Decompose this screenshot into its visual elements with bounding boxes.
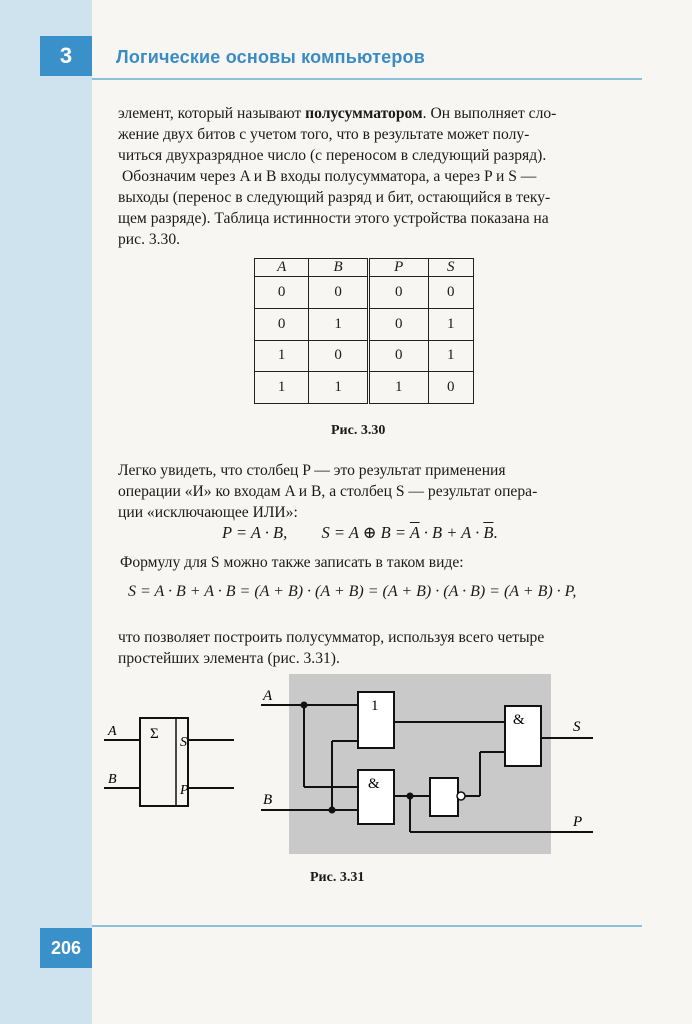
table-cell: 1 bbox=[309, 308, 369, 340]
header-divider bbox=[92, 78, 642, 80]
block-input-a-label: A bbox=[108, 724, 117, 739]
table-cell: 0 bbox=[368, 277, 428, 309]
a-negated: $\overline{A}$ bbox=[409, 523, 420, 542]
paragraph-2-line-4: рис. 3.30. bbox=[118, 231, 181, 248]
and-gate-label: & bbox=[368, 776, 380, 792]
table-row bbox=[255, 308, 474, 340]
formula-p-part: P = A · B, bbox=[222, 523, 288, 542]
table-cell: 0 bbox=[309, 277, 369, 309]
paragraph-2 bbox=[118, 166, 642, 250]
truth-table bbox=[254, 258, 474, 404]
junction-b bbox=[329, 807, 336, 814]
circuit-output-p-label: P bbox=[573, 814, 583, 830]
paragraph-3-line-3: ции «исключающее ИЛИ»: bbox=[118, 504, 298, 521]
half-adder-circuit bbox=[255, 672, 600, 856]
chapter-title: Логические основы компьютеров bbox=[116, 47, 425, 67]
page-number: 206 bbox=[40, 928, 92, 968]
table-cell: 0 bbox=[255, 277, 309, 309]
header-b: B bbox=[309, 259, 369, 277]
table-cell: 0 bbox=[368, 340, 428, 372]
paragraph-3-line-2: операции «И» ко входам A и B, а столбец S — результат опера- bbox=[118, 483, 538, 500]
paragraph-1-line-2: жение двух битов с учетом того, что в результате может полу- bbox=[118, 126, 530, 143]
paragraph-5 bbox=[118, 627, 642, 669]
table-cell: 1 bbox=[368, 372, 428, 404]
table-cell: 1 bbox=[309, 372, 369, 404]
header-p: P bbox=[368, 259, 428, 277]
chapter-number-tab: 3 bbox=[40, 36, 92, 76]
circuit-input-a-label: A bbox=[263, 688, 273, 704]
term-half-adder: полусумматором bbox=[305, 105, 423, 122]
circuit-input-b-label: B bbox=[263, 792, 273, 808]
half-adder-block-diagram bbox=[100, 710, 240, 810]
table-cell: 0 bbox=[428, 372, 473, 404]
formula-p-s: P = A · B, S = A ⊕ $B = \overline{A} \cdot B + A \cdot \overline{B}$. bbox=[222, 523, 498, 542]
paragraph-4 bbox=[118, 552, 642, 573]
or-gate-label: 1 bbox=[371, 698, 379, 714]
table-cell: 1 bbox=[255, 340, 309, 372]
circuit-output-s-label: S bbox=[573, 719, 581, 735]
table-cell: 0 bbox=[255, 308, 309, 340]
paragraph-3-line-1: Легко увидеть, что столбец P — это результат применения bbox=[118, 462, 506, 479]
paragraph-2-line-1: Обозначим через A и B входы полусумматора, а через P и S — bbox=[122, 168, 537, 185]
table-cell: 1 bbox=[428, 340, 473, 372]
paragraph-2-line-3: щем разряде). Таблица истинности этого устройства показана на bbox=[118, 210, 549, 227]
paragraph-4-line-1: Формулу для S можно также записать в таком виде: bbox=[120, 554, 464, 571]
block-output-p-label: P bbox=[180, 783, 189, 798]
table-row bbox=[255, 340, 474, 372]
not-gate-bubble bbox=[457, 792, 465, 800]
paragraph-1-line-3: читься двухразрядное число (с переносом в следующий разряд). bbox=[118, 147, 547, 164]
table-cell: 1 bbox=[255, 372, 309, 404]
paragraph-5-line-2: простейших элемента (рис. 3.31). bbox=[118, 650, 340, 667]
header-s: S bbox=[428, 259, 473, 277]
header-a: A bbox=[255, 259, 309, 277]
table-cell: 0 bbox=[428, 277, 473, 309]
final-and-gate-label: & bbox=[513, 712, 525, 728]
junction-a bbox=[301, 702, 308, 709]
formula-s-alt: S = A · B + A · B = (A + B) · (A + B) = (A + B) · (A · B) = (A + B) · P, bbox=[128, 583, 577, 600]
figure-3-30-caption: Рис. 3.30 bbox=[331, 423, 386, 438]
table-cell: 0 bbox=[309, 340, 369, 372]
block-input-b-label: B bbox=[108, 772, 117, 787]
block-output-s-label: S bbox=[180, 735, 187, 750]
truth-table-header bbox=[255, 259, 474, 277]
left-margin-band bbox=[0, 0, 92, 1024]
table-cell: 0 bbox=[368, 308, 428, 340]
table-row bbox=[255, 372, 474, 404]
paragraph-3 bbox=[118, 460, 642, 523]
figure-3-31-caption: Рис. 3.31 bbox=[310, 870, 365, 885]
footer-divider bbox=[92, 925, 642, 927]
paragraph-5-line-1: что позволяет построить полусумматор, используя всего четыре bbox=[118, 629, 545, 646]
table-cell: 1 bbox=[428, 308, 473, 340]
table-row bbox=[255, 277, 474, 309]
block-sigma-label: Σ bbox=[150, 726, 159, 742]
paragraph-1-line-1: элемент, который называют полусумматором. Он выполняет сло- bbox=[118, 105, 557, 122]
b-negated: $\overline{B}$ bbox=[483, 523, 494, 542]
paragraph-2-line-2: выходы (перенос в следующий разряд и бит, остающийся в теку- bbox=[118, 189, 551, 206]
paragraph-1 bbox=[118, 103, 642, 166]
not-gate bbox=[430, 778, 458, 816]
